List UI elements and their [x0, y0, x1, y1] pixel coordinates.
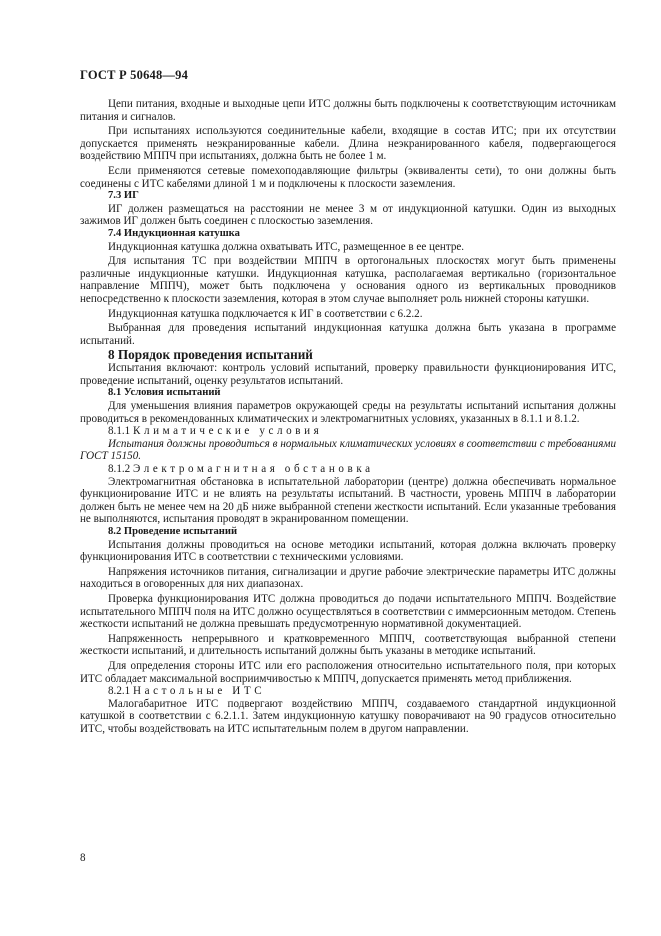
- body-text: [80, 98, 616, 736]
- subsection-heading-8-2: 8.2 Проведение испытаний: [108, 526, 238, 537]
- clause-heading-8-1-2: [80, 463, 616, 476]
- subsection-heading-7-4: 7.4 Индукционная катушка: [108, 227, 240, 239]
- running-header: ГОСТ Р 50648—94: [80, 68, 189, 82]
- paragraph: Напряжения источников питания, сигнализации и другие рабочие электрические параметры ИТС должны находиться в оговоренных для них диапазонах.: [80, 565, 616, 591]
- clause-title: Настольные ИТС: [132, 685, 266, 698]
- paragraph: При испытаниях используются соединительные кабели, входящие в состав ИТС; при их отсутствии допускается применять неэкранированные кабели. Длина неэкранированного кабеля, подвергающегося воздействию МППЧ при испытаниях, должна быть не более 1 м.: [80, 125, 616, 163]
- paragraph: Выбранная для проведения испытаний индукционная катушка должна быть указана в программе испытаний.: [80, 322, 616, 347]
- clause-number: 8.1.2: [108, 463, 131, 476]
- paragraph: Для определения стороны ИТС или его расположения относительно испытательного поля, при которых ИТС обладает максимальной восприимчивостью к МППЧ, допускается применять метод приближения.: [80, 659, 616, 685]
- clause-heading-8-1-1: [80, 425, 616, 438]
- clause-title: Климатические условия: [132, 425, 323, 438]
- paragraph: Напряженность непрерывного и кратковременного МППЧ, соответствующая выбранной степени жесткости испытаний, и длительность испытаний должны быть указаны в методике испытаний.: [80, 632, 616, 658]
- subsection-heading-7-3: 7.3 ИГ: [108, 190, 139, 202]
- page-number: 8: [80, 852, 86, 864]
- paragraph: Для уменьшения влияния параметров окружающей среды на результаты испытаний испытания должны проводиться в рекомендованных климатических и электромагнитных условиях, указанных в 8.1.1 и 8.1.2.: [80, 400, 616, 425]
- paragraph: Индукционная катушка подключается к ИГ в соответствии с 6.2.2.: [108, 307, 423, 320]
- clause-number: 8.1.1: [108, 425, 131, 438]
- section-heading-8: 8 Порядок проведения испытаний: [108, 347, 313, 363]
- paragraph: ИГ должен размещаться на расстоянии не менее 3 м от индукционной катушки. Один из выходных зажимов ИГ должен быть соединен с плоскостью заземления.: [80, 202, 616, 228]
- clause-heading-8-2-1: [80, 685, 616, 698]
- paragraph: Для испытания ТС при воздействии МППЧ в ортогональных плоскостях могут быть применены различные индукционные катушки. Индукционная катушка, располагаемая вертикально (горизонтальное направление МППЧ), может быть подключена у основания одного из вертикальных проводников непосредственно к плоскости заземления, которая в этом случае выполняет роль нижней стороны катушки.: [80, 255, 616, 305]
- clause-number: 8.2.1: [108, 685, 131, 698]
- paragraph: Испытания включают: контроль условий испытаний, проверку правильности функционирования ИТС, проведение испытаний, оценку результатов испытаний.: [80, 362, 616, 387]
- subsection-heading-8-1: 8.1 Условия испытаний: [108, 387, 221, 399]
- paragraph: Если применяются сетевые помехоподавляющие фильтры (эквиваленты сети), то они должны быть соединены с ИТС кабелями длиной 1 м и подключены к плоскости заземления.: [80, 164, 616, 190]
- paragraph: Испытания должны проводиться в нормальных климатических условиях в соответствии с требованиями ГОСТ 15150.: [80, 437, 616, 463]
- paragraph: Индукционная катушка должна охватывать ИТС, размещенное в ее центре.: [108, 240, 465, 253]
- paragraph: Проверка функционирования ИТС должна проводиться до подачи испытательного МППЧ. Воздействие испытательного МППЧ поля на ИТС должно осуществляться в соответствии с иммерсионным методом. Степень жесткости испытаний не должна превышать предусмотренную нормативной документацией.: [80, 592, 616, 631]
- paragraph: Цепи питания, входные и выходные цепи ИТС должны быть подключены к соответствующим источникам питания и сигналов.: [80, 98, 616, 123]
- paragraph: Малогабаритное ИТС подвергают воздействию МППЧ, создаваемого стандартной индукционной катушкой в соответствии с 6.2.1.1. Затем индукционную катушку поворачивают на 90 градусов относительно ИТС, чтобы воздействовать на ИТС испытательным полем в другом направлении.: [80, 697, 616, 735]
- paragraph: Испытания должны проводиться на основе методики испытаний, которая должна включать проверку функционирования ИТС в соответствии с техническими условиями.: [80, 538, 616, 564]
- paragraph: Электромагнитная обстановка в испытательной лаборатории (центре) должна обеспечивать нормальное функционирование ИТС и не влиять на результаты испытаний. В частности, уровень МППЧ в лаборатории должен быть не менее чем на 20 дБ ниже выбранной степени жесткости испытаний. Если указанные требования не выполняются, испытания проводят в экранированном помещении.: [80, 475, 616, 526]
- clause-title: Электромагнитная обстановка: [132, 463, 374, 476]
